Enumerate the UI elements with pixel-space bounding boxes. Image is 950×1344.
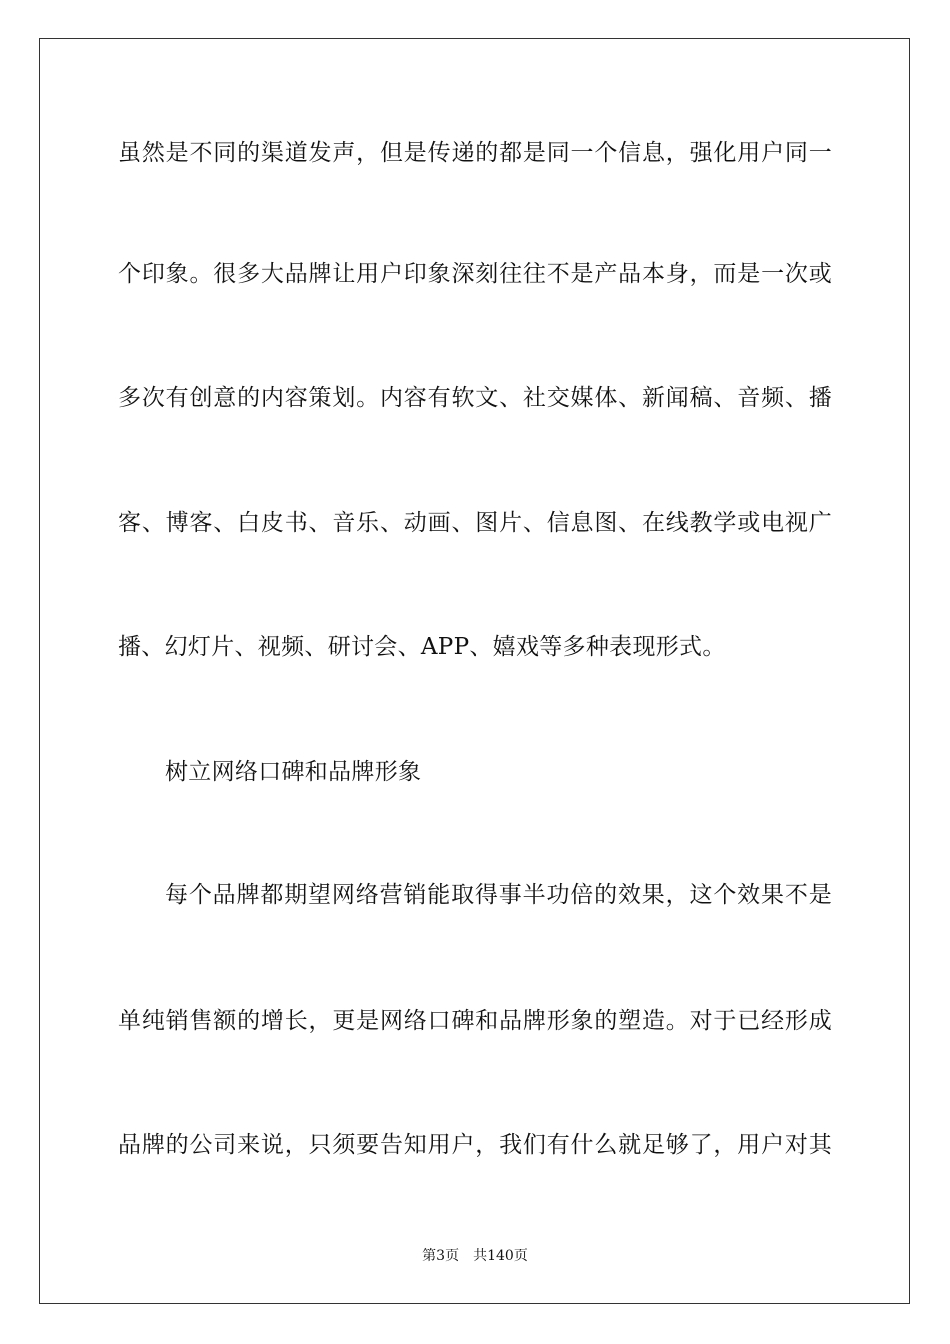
body-text-line: 虽然是不同的渠道发声，但是传递的都是同一个信息，强化用户同一 [118,140,832,166]
body-text-line: 单纯销售额的增长，更是网络口碑和品牌形象的塑造。对于已经形成 [118,1008,832,1034]
body-text-line: 多次有创意的内容策划。内容有软文、社交媒体、新闻稿、音频、播 [118,385,832,411]
body-text-line: 品牌的公司来说，只须要告知用户，我们有什么就足够了，用户对其 [118,1132,832,1158]
page-footer [0,1247,950,1265]
page-number: 第3页 [422,1248,460,1264]
section-heading: 树立网络口碑和品牌形象 [165,759,422,785]
page-border [39,38,910,1304]
page-total: 共140页 [473,1248,528,1264]
body-text-line: 播、幻灯片、视频、研讨会、APP、嬉戏等多种表现形式。 [118,634,726,660]
body-text-line: 个印象。很多大品牌让用户印象深刻往往不是产品本身，而是一次或 [118,261,832,287]
body-text-line: 客、博客、白皮书、音乐、动画、图片、信息图、在线教学或电视广 [118,510,832,536]
body-text-line: 每个品牌都期望网络营销能取得事半功倍的效果，这个效果不是 [165,882,832,908]
